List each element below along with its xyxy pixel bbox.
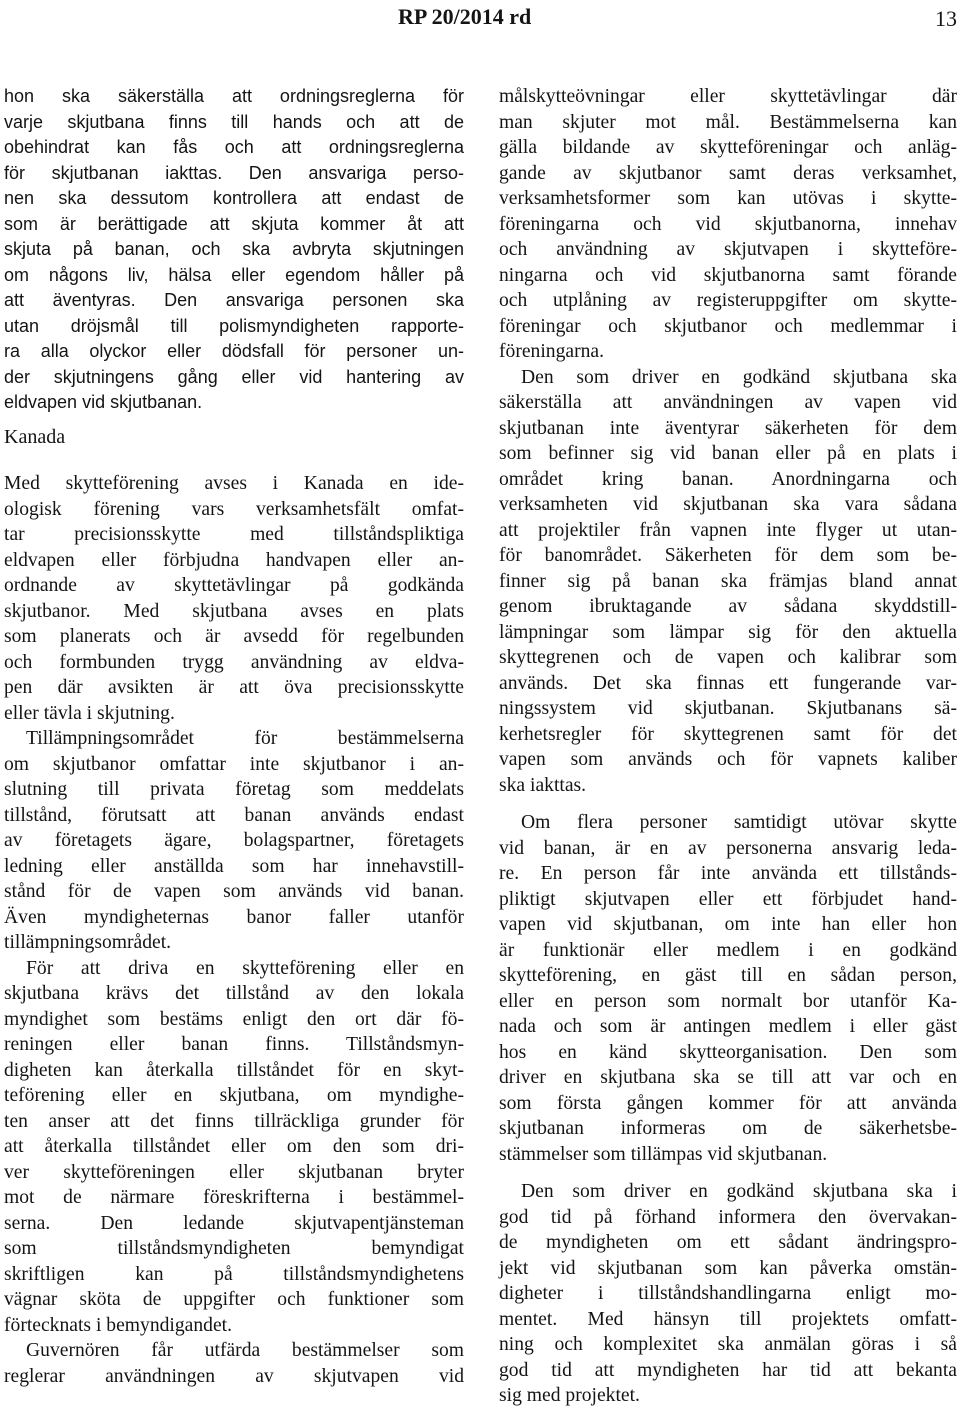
text-line: tillämpningsområdet. — [4, 932, 172, 953]
text-line: att återkalla tillståndet eller om den som dri- — [4, 1136, 464, 1157]
text-line: nen ska dessutom kontrollera att endast de — [4, 188, 464, 208]
text-line: driver en skjutbana ska se till att var och en — [499, 1067, 957, 1088]
text-line: vapen vid skjutbanan, om inte han eller hon — [499, 914, 957, 935]
text-line: Även myndigheternas banor faller utanför — [4, 906, 464, 928]
page-header — [0, 0, 960, 34]
text-line: vapen som används och för vapnets kaliber — [499, 749, 957, 770]
text-line: mot de närmare föreskrifterna i bestämmel- — [4, 1187, 464, 1208]
text-line: Den som driver en godkänd skjutbana ska i — [521, 1181, 957, 1202]
text-line: tar precisionsskytte med tillståndspliktiga — [4, 524, 464, 545]
text-line: skjutbanan informeras om de säkerhetsbe- — [499, 1118, 957, 1139]
text-line: obehindrat kan fås och att ordningsreglerna — [4, 137, 464, 157]
text-line: skjutbanan inte äventyrar säkerheten för dem — [499, 417, 957, 439]
text-line: att projektiler från vapnen inte flyger ut utan- — [499, 519, 957, 541]
text-line: Om flera personer samtidigt utövar skytte — [521, 812, 957, 833]
text-line: verksamhetsformer som kan utövas i skytte- — [499, 188, 957, 209]
text-line: tillstånd, förutsatt att banan används endast — [4, 804, 464, 826]
text-line: för skjutbanan iakttas. Den ansvariga perso- — [4, 162, 464, 183]
text-line: om någons liv, hälsa eller egendom håller på — [4, 264, 464, 285]
section-heading: Kanada — [4, 425, 66, 448]
text-line: av företagets ägare, bolagspartner, företagets — [4, 830, 464, 851]
text-line: stånd för de vapen som används vid banan. — [4, 881, 464, 902]
text-line: vägnar sköta de uppgifter och funktioner som — [4, 1289, 464, 1310]
left-column — [4, 84, 464, 1389]
text-line: skyttegrenen och de vapen och kalibrar som — [499, 647, 957, 668]
text-line: är funktionär eller medlem i en godkänd — [499, 939, 957, 961]
text-line: finner sig på banan ska främjas bland annat — [499, 570, 957, 592]
text-line: digheten kan återkalla tillståndet för en skyt- — [4, 1059, 464, 1081]
text-line: ra alla olyckor eller dödsfall för personer un- — [4, 341, 464, 361]
text-line: som befinner sig vid banan eller på en plats i — [499, 443, 957, 464]
text-line: hos en känd skytteorganisation. Den som — [499, 1041, 957, 1063]
text-line: som första gången kommer för att använda — [499, 1092, 957, 1114]
text-line: föreningarna. — [499, 341, 604, 362]
text-line: ning och komplexitet ska anmälan göras i så — [499, 1334, 957, 1355]
text-line: utan dröjsmål till polismyndigheten rapporte- — [4, 315, 464, 336]
text-line: eldvapen vid skjutbanan. — [4, 392, 203, 412]
text-line: pen där avsikten är att öva precisionsskytte — [4, 677, 464, 698]
text-line: målskytteövningar eller skyttetävlingar där — [499, 86, 957, 107]
text-line: lämpningar som lämpar sig för den aktuella — [499, 621, 957, 643]
text-line: skjuta på banan, och ska avbryta skjutningen — [4, 239, 464, 259]
text-line: används. Det ska finnas ett fungerande var- — [499, 672, 957, 694]
text-line: teförening eller en skjutbana, om myndighe- — [4, 1085, 464, 1106]
text-line: man skjuter mot mål. Bestämmelserna kan — [499, 111, 957, 133]
text-line: säkerställa att användningen av vapen vid — [499, 392, 957, 413]
text-line: nada och som är antingen medlem i eller gäst — [499, 1016, 957, 1037]
text-line: stämmelser som tillämpas vid skjutbanan. — [499, 1143, 828, 1165]
text-line: ningarna och vid skjutbanorna samt förande — [499, 264, 957, 286]
text-line: skjutbanor. Med skjutbana avses en plats — [4, 600, 464, 622]
text-line: god tid att myndigheten har tid att bekanta — [499, 1359, 957, 1381]
text-line: vid banan, är en av personerna ansvarig leda- — [499, 837, 957, 859]
right-column — [499, 84, 957, 1409]
text-line: föreningar och skjutbanor och medlemmar i — [499, 315, 957, 337]
text-line: digheter i tillståndshandlingarna enligt mo- — [499, 1283, 957, 1304]
text-line: myndighet som bestäms enligt den ort där fö- — [4, 1008, 464, 1030]
text-line: området kring banan. Anordningarna och — [499, 468, 957, 490]
text-line: reningen eller banan finns. Tillståndsmyn- — [4, 1034, 464, 1055]
text-line: ningssystem vid skjutbanan. Skjutbanans sä- — [499, 698, 957, 719]
text-line: om skjutbanor omfattar inte skjutbanor i an- — [4, 753, 464, 775]
text-line: och användning av skjutvapen i skytteföre- — [499, 239, 957, 260]
text-line: hon ska säkerställa att ordningsreglerna för — [4, 86, 464, 106]
text-line: verksamheten vid skjutbanan ska vara sådana — [499, 494, 957, 515]
text-line: eller tävla i skjutning. — [4, 702, 175, 724]
page-number: 13 — [935, 6, 957, 31]
text-line: reglerar användningen av skjutvapen vid — [4, 1365, 464, 1387]
text-line: skytteförening, en gäst till en sådan person, — [499, 965, 957, 986]
text-line: som tillståndsmyndigheten bemyndigat — [4, 1238, 464, 1259]
text-line: slutning till privata företag som meddelats — [4, 779, 464, 800]
text-line: eldvapen eller förbjudna handvapen eller an- — [4, 549, 464, 571]
text-line: och formbunden trygg användning av eldva- — [4, 651, 464, 673]
text-line: och utplåning av registeruppgifter om skytte- — [499, 290, 957, 311]
text-line: re. En person får inte använda ett tillstånds- — [499, 863, 957, 884]
text-line: pliktigt skjutvapen eller ett förbjudet hand- — [499, 888, 957, 910]
text-line: skjutbana krävs det tillstånd av den lokala — [4, 983, 464, 1004]
text-line: förtecknats i bemyndigandet. — [4, 1314, 232, 1336]
text-line: ten anser att det finns tillräckliga grunder för — [4, 1110, 464, 1132]
text-line: genom ibruktagande av sådana skyddstill- — [499, 596, 957, 617]
text-line: kerhetsregler för skyttegrenen samt för det — [499, 723, 957, 745]
text-line: ordnande av skyttetävlingar på godkända — [4, 575, 464, 596]
text-line: ledning eller anställda som har innehavstill- — [4, 855, 464, 877]
text-line: För att driva en skytteförening eller en — [26, 957, 464, 979]
text-line: föreningarna och vid skjutbanorna, innehav — [499, 213, 957, 235]
text-line: som är berättigade att skjuta kommer åt att — [4, 213, 464, 234]
text-line: sig med projektet. — [499, 1385, 640, 1406]
text-line: Guvernören får utfärda bestämmelser som — [26, 1340, 464, 1361]
text-line: ologisk förening vars verksamhetsfält omfat- — [4, 498, 464, 520]
text-line: eller en person som normalt bor utanför Ka- — [499, 990, 957, 1012]
text-line: de myndigheten om ett sådant ändringspro- — [499, 1232, 957, 1253]
document-id: RP 20/2014 rd — [398, 4, 532, 29]
text-line: serna. Den ledande skjutvapentjänsteman — [4, 1212, 464, 1234]
text-line: att äventyras. Den ansvariga personen ska — [4, 290, 464, 310]
text-line: jekt vid skjutbanan som kan påverka omstän- — [499, 1257, 957, 1279]
text-line: gälla bildande av skytteföreningar och anläg- — [499, 137, 957, 158]
text-line: varje skjutbana finns till hands och att de — [4, 111, 464, 132]
text-line: gande av skjutbanor samt deras verksamhet, — [499, 162, 957, 184]
text-line: god tid på förhand informera den övervakan- — [499, 1206, 957, 1228]
text-line: skriftligen kan på tillståndsmyndighetens — [4, 1263, 464, 1285]
text-line: för banområdet. Säkerheten för dem som be- — [499, 545, 957, 566]
text-line: mentet. Med hänsyn till projektets omfatt- — [499, 1308, 957, 1330]
text-line: ver skytteföreningen eller skjutbanan bryter — [4, 1161, 464, 1183]
text-line: Tillämpningsområdet för bestämmelserna — [26, 728, 464, 749]
text-line: der skjutningens gång eller vid hantering av — [4, 366, 464, 387]
text-line: Den som driver en godkänd skjutbana ska — [521, 366, 957, 388]
text-line: Med skytteförening avses i Kanada en ide- — [4, 473, 464, 494]
text-line: som planerats och är avsedd för regelbunden — [4, 626, 464, 647]
text-line: ska iakttas. — [499, 774, 587, 796]
